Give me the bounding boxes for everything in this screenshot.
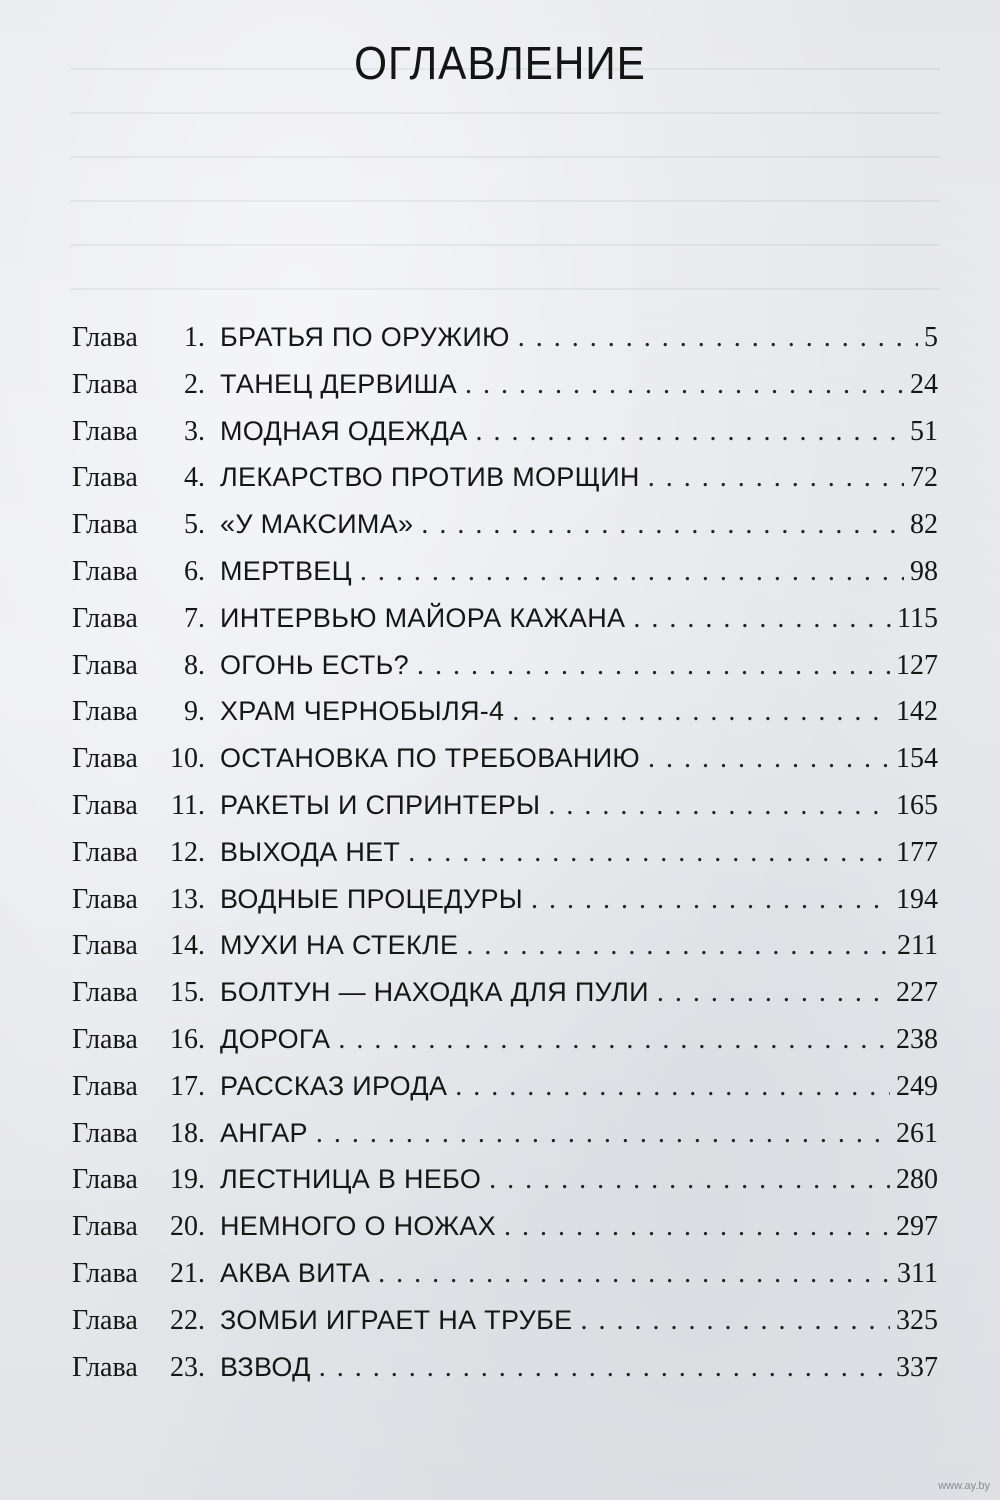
chapter-title: РАССКАЗ ИРОДА (220, 1070, 448, 1101)
chapter-label: Глава (72, 368, 138, 400)
chapter-number-period: . (198, 1211, 205, 1243)
page-number: 154 (896, 743, 938, 775)
chapter-label: Глава (72, 602, 138, 634)
bleed-through-line (70, 244, 940, 246)
chapter-number: 11 (171, 789, 198, 821)
chapter-title: ХРАМ ЧЕРНОБЫЛЯ-4 (220, 696, 505, 727)
chapter-label: Глава (72, 883, 138, 915)
chapter-label: Глава (72, 696, 138, 728)
page-number: 238 (896, 1023, 938, 1055)
page-number: 5 (924, 322, 938, 353)
chapter-number-period: . (198, 602, 205, 634)
watermark: www.ay.by (938, 1480, 990, 1492)
chapter-number-period: . (198, 1304, 205, 1336)
bleed-through-line (70, 200, 940, 202)
chapter-title: ВОДНЫЕ ПРОЦЕДУРЫ (220, 883, 523, 914)
dot-leader (476, 416, 904, 448)
dot-leader (316, 1118, 890, 1150)
chapter-number-period: . (198, 836, 205, 868)
page-number: 311 (897, 1257, 938, 1289)
chapter-number: 7 (184, 602, 198, 634)
toc-row (72, 369, 938, 416)
page-number: 115 (897, 602, 938, 634)
toc-row (72, 837, 938, 884)
dot-leader (531, 884, 890, 916)
dot-leader (633, 603, 891, 635)
dot-leader (648, 462, 904, 494)
chapter-label: Глава (72, 555, 138, 587)
dot-leader (360, 556, 904, 588)
chapter-number: 10 (170, 743, 198, 775)
page-number: 127 (896, 649, 938, 681)
page-number: 82 (910, 509, 938, 541)
chapter-title: ЛЕСТНИЦА В НЕБО (220, 1164, 482, 1195)
bleed-through-line (70, 112, 940, 114)
page-number: 98 (910, 555, 938, 587)
dot-leader (417, 650, 890, 682)
dot-leader (421, 509, 904, 541)
chapter-label: Глава (72, 509, 138, 541)
toc-row (72, 1211, 938, 1258)
chapter-number-period: . (198, 883, 205, 915)
chapter-number-period: . (198, 696, 205, 728)
chapter-label: Глава (72, 1211, 138, 1243)
chapter-label: Глава (72, 977, 138, 1009)
chapter-number-period: . (198, 1257, 205, 1289)
page-number: 325 (896, 1304, 938, 1336)
toc-row (72, 1352, 938, 1399)
chapter-title: ОСТАНОВКА ПО ТРЕБОВАНИЮ (220, 743, 640, 774)
toc-row (72, 977, 938, 1024)
toc-row (72, 603, 938, 650)
chapter-number: 3 (184, 415, 198, 447)
page-number: 194 (896, 883, 938, 915)
chapter-label: Глава (72, 649, 138, 681)
dot-leader (548, 790, 890, 822)
chapter-title: ВЗВОД (220, 1351, 311, 1382)
chapter-number: 23 (170, 1351, 198, 1383)
chapter-label: Глава (72, 743, 138, 775)
chapter-number: 2 (184, 368, 198, 400)
chapter-title: ИНТЕРВЬЮ МАЙОРА КАЖАНА (220, 602, 626, 633)
dot-leader (338, 1024, 890, 1056)
chapter-label: Глава (72, 462, 138, 494)
chapter-number-period: . (198, 1070, 205, 1102)
toc-row (72, 884, 938, 931)
dot-leader (518, 322, 918, 354)
chapter-title: ОГОНЬ ЕСТЬ? (220, 649, 409, 680)
dot-leader (378, 1258, 891, 1290)
chapter-title: МЕРТВЕЦ (220, 555, 352, 586)
page-number: 142 (896, 696, 938, 728)
chapter-label: Глава (72, 789, 138, 821)
toc-row (72, 743, 938, 790)
chapter-number: 16 (170, 1023, 198, 1055)
toc-row (72, 322, 938, 369)
chapter-number-period: . (198, 462, 205, 494)
page-number: 227 (896, 977, 938, 1009)
page-number: 177 (896, 836, 938, 868)
page-number: 51 (910, 415, 938, 447)
chapter-title: РАКЕТЫ И СПРИНТЕРЫ (220, 789, 541, 820)
chapter-number: 6 (184, 555, 198, 587)
chapter-label: Глава (72, 1023, 138, 1055)
chapter-number: 20 (170, 1211, 198, 1243)
chapter-title: ЛЕКАРСТВО ПРОТИВ МОРЩИН (220, 462, 640, 493)
chapter-label: Глава (72, 1070, 138, 1102)
chapter-number: 12 (170, 836, 198, 868)
chapter-number: 13 (170, 883, 198, 915)
chapter-number: 19 (170, 1164, 198, 1196)
chapter-label: Глава (72, 1117, 138, 1149)
chapter-title: ЗОМБИ ИГРАЕТ НА ТРУБЕ (220, 1304, 573, 1335)
chapter-number-period: . (198, 415, 205, 447)
page-number: 211 (897, 930, 938, 962)
chapter-label: Глава (72, 1164, 138, 1196)
dot-leader (504, 1211, 890, 1243)
toc-row (72, 1024, 938, 1071)
toc-row (72, 416, 938, 463)
dot-leader (648, 743, 890, 775)
dot-leader (455, 1071, 890, 1103)
toc-row (72, 462, 938, 509)
chapter-number-period: . (198, 1164, 205, 1196)
chapter-label: Глава (72, 322, 138, 353)
bleed-through-line (70, 288, 940, 290)
dot-leader (580, 1305, 890, 1337)
toc-row (72, 650, 938, 697)
chapter-title: БРАТЬЯ ПО ОРУЖИЮ (220, 322, 510, 352)
chapter-title: АНГАР (220, 1117, 308, 1148)
chapter-number: 21 (170, 1257, 198, 1289)
dot-leader (408, 837, 890, 869)
chapter-title: «У МАКСИМА» (220, 509, 414, 540)
chapter-number-period: . (198, 322, 205, 353)
page-number: 24 (910, 368, 938, 400)
chapter-title: МОДНАЯ ОДЕЖДА (220, 415, 468, 446)
chapter-number-period: . (198, 789, 205, 821)
page-number: 261 (896, 1117, 938, 1149)
chapter-label: Глава (72, 1351, 138, 1383)
chapter-title: БОЛТУН — НАХОДКА ДЛЯ ПУЛИ (220, 977, 649, 1008)
chapter-number-period: . (198, 555, 205, 587)
dot-leader (319, 1352, 890, 1384)
chapter-number-period: . (198, 977, 205, 1009)
chapter-number: 8 (184, 649, 198, 681)
toc-row (72, 1164, 938, 1211)
chapter-number: 4 (184, 462, 198, 494)
page-title: ОГЛАВЛЕНИЕ (354, 37, 646, 89)
chapter-label: Глава (72, 1304, 138, 1336)
chapter-number: 5 (184, 509, 198, 541)
chapter-number: 14 (170, 930, 198, 962)
toc-row (72, 790, 938, 837)
chapter-number-period: . (198, 1351, 205, 1383)
chapter-label: Глава (72, 415, 138, 447)
dot-leader (489, 1164, 890, 1196)
page-number: 297 (896, 1211, 938, 1243)
chapter-title: АКВА ВИТА (220, 1257, 371, 1288)
chapter-number: 22 (170, 1304, 198, 1336)
chapter-number: 17 (170, 1070, 198, 1102)
chapter-number: 18 (170, 1117, 198, 1149)
chapter-number: 15 (170, 977, 198, 1009)
dot-leader (657, 977, 890, 1009)
chapter-number-period: . (198, 509, 205, 541)
dot-leader (512, 696, 890, 728)
chapter-number-period: . (198, 1023, 205, 1055)
page-number: 249 (896, 1070, 938, 1102)
toc-row (72, 1071, 938, 1118)
chapter-number-period: . (198, 368, 205, 400)
bleed-through-line (70, 156, 940, 158)
chapter-title: ДОРОГА (220, 1023, 331, 1054)
chapter-label: Глава (72, 836, 138, 868)
chapter-title: ВЫХОДА НЕТ (220, 836, 401, 867)
chapter-number-period: . (198, 930, 205, 962)
table-of-contents (72, 322, 938, 1398)
dot-leader (465, 369, 904, 401)
chapter-label: Глава (72, 1257, 138, 1289)
toc-row (72, 930, 938, 977)
toc-row (72, 1118, 938, 1165)
chapter-number: 1 (184, 322, 198, 353)
page-number: 337 (896, 1351, 938, 1383)
toc-row (72, 1258, 938, 1305)
toc-row (72, 1305, 938, 1352)
page-number: 165 (896, 789, 938, 821)
chapter-number-period: . (198, 743, 205, 775)
toc-row (72, 696, 938, 743)
chapter-title: НЕМНОГО О НОЖАХ (220, 1211, 496, 1242)
chapter-label: Глава (72, 930, 138, 962)
dot-leader (466, 930, 891, 962)
toc-row (72, 509, 938, 556)
chapter-number: 9 (184, 696, 198, 728)
chapter-number-period: . (198, 1117, 205, 1149)
page-number: 280 (896, 1164, 938, 1196)
chapter-title: МУХИ НА СТЕКЛЕ (220, 930, 459, 961)
toc-row (72, 556, 938, 603)
chapter-title: ТАНЕЦ ДЕРВИША (220, 368, 457, 399)
chapter-number-period: . (198, 649, 205, 681)
page-number: 72 (910, 462, 938, 494)
